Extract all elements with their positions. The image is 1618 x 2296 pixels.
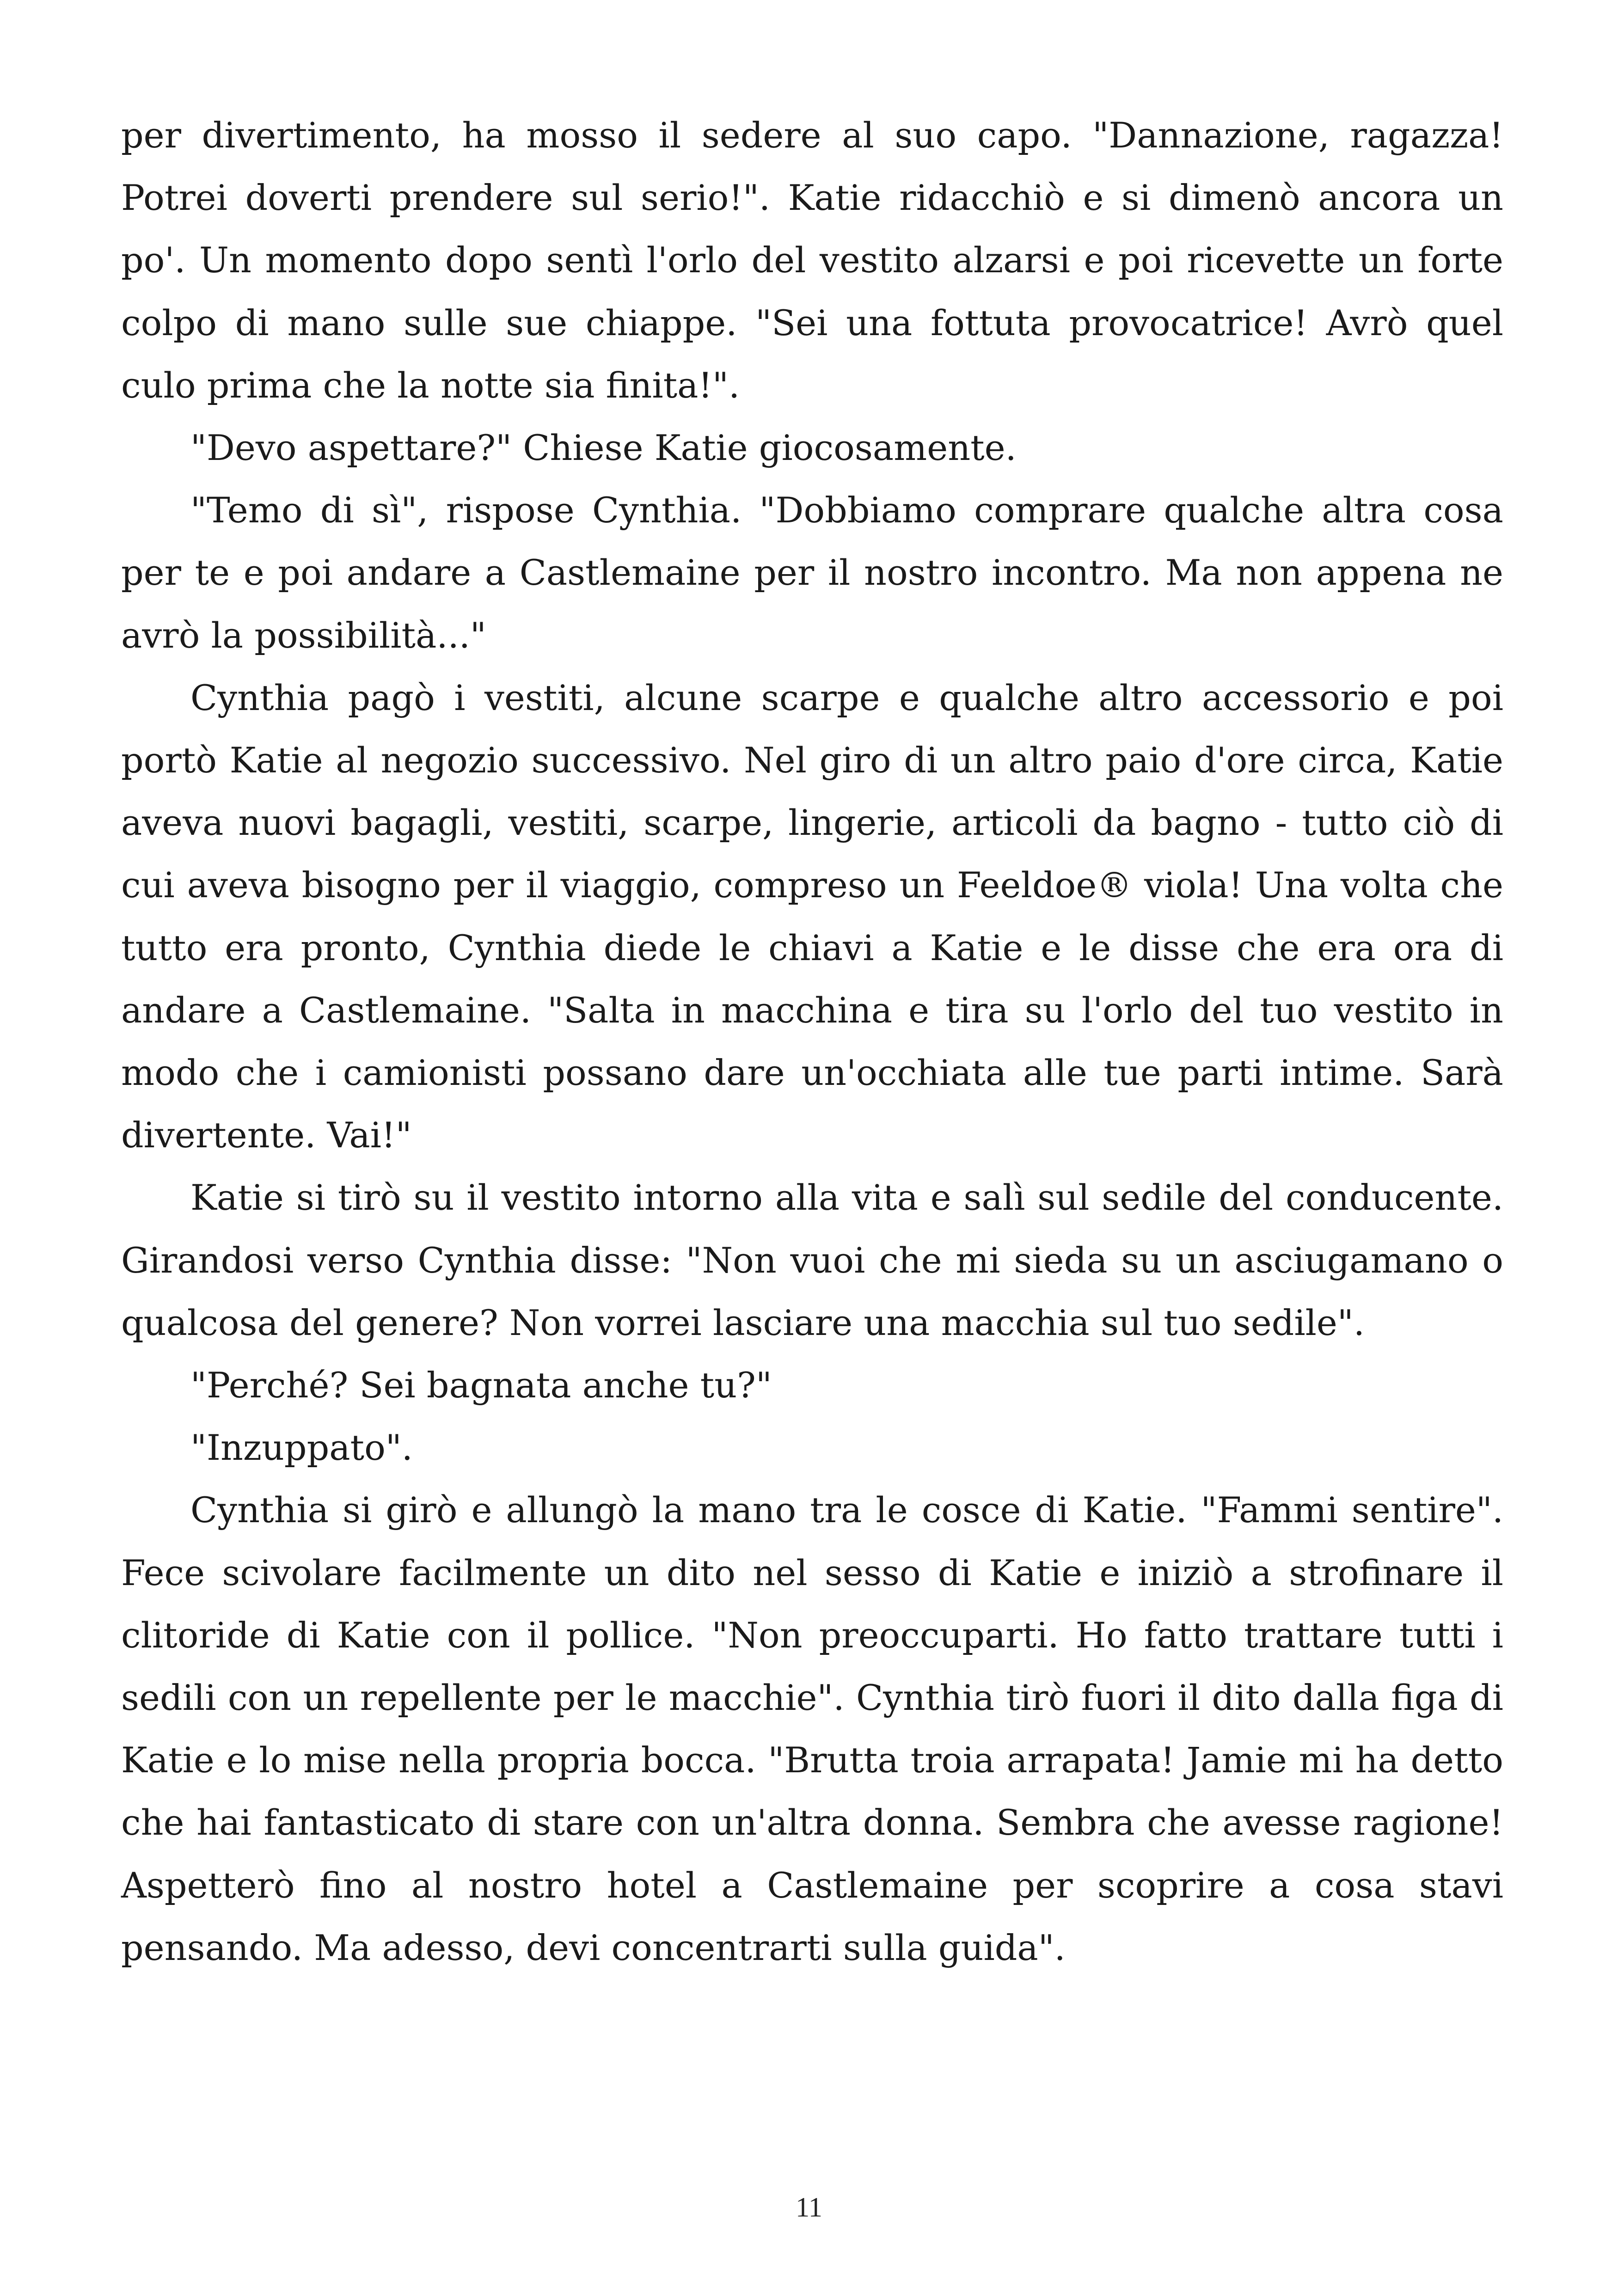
paragraph-4: Cynthia pagò i vestiti, alcune scarpe e qualche altro accessorio e poi portò Katie al negozio successivo. Nel giro di un altro paio d'ore circa, Katie aveva nuovi bagagli, vestiti, scarpe, lingerie, articoli da bagno - tutto ciò di cui aveva bisogno per il viaggio, compreso un Feeldoe® viola! Una volta che tutto era pronto, Cynthia diede le chiavi a Katie e le disse che era ora di andare a Castlemaine. "Salta in macchina e tira su l'orlo del tuo vestito in modo che i camionisti possano dare un'occhiata alle tue parti intime. Sarà divertente. Vai!" <box>121 677 1503 1156</box>
paragraph-8: Cynthia si girò e allungò la mano tra le cosce di Katie. "Fammi sentire". Fece scivolare facilmente un dito nel sesso di Katie e iniziò a strofinare il clitoride di Katie con il pollice. "Non preoccuparti. Ho fatto trattare tutti i sedili con un repellente per le macchie". Cynthia tirò fuori il dito dalla figa di Katie e lo mise nella propria bocca. "Brutta troia arrapata! Jamie mi ha detto che hai fantasticato di stare con un'altra donna. Sembra che avesse ragione! Aspetterò fino al nostro hotel a Castlemaine per scoprire a cosa stavi pensando. Ma adesso, devi concentrarti sulla guida". <box>121 1489 1503 1968</box>
paragraph-5: Katie si tirò su il vestito intorno alla vita e salì sul sedile del conducente. Girandosi verso Cynthia disse: "Non vuoi che mi sieda su un asciugamano o qualcosa del genere? Non vorrei lasciare una macchia sul tuo sedile". <box>121 1177 1503 1343</box>
paragraph-1: per divertimento, ha mosso il sedere al suo capo. "Dannazione, ragazza! Potrei doverti prendere sul serio!". Katie ridacchiò e si dimenò ancora un po'. Un momento dopo sentì l'orlo del vestito alzarsi e poi ricevette un forte colpo di mano sulle sue chiappe. "Sei una fottuta provocatrice! Avrò quel culo prima che la notte sia finita!". <box>121 115 1503 406</box>
paragraph-3: "Temo di sì", rispose Cynthia. "Dobbiamo comprare qualche altra cosa per te e poi andare a Castlemaine per il nostro incontro. Ma non appena ne avrò la possibilità..." <box>121 490 1503 656</box>
body-text <box>121 104 1503 1979</box>
paragraph-6: "Perché? Sei bagnata anche tu?" <box>190 1365 772 1406</box>
page-number: 11 <box>796 2192 822 2223</box>
paragraph-7: "Inzuppato". <box>190 1427 413 1469</box>
paragraph-2: "Devo aspettare?" Chiese Katie giocosamente. <box>190 427 1017 469</box>
